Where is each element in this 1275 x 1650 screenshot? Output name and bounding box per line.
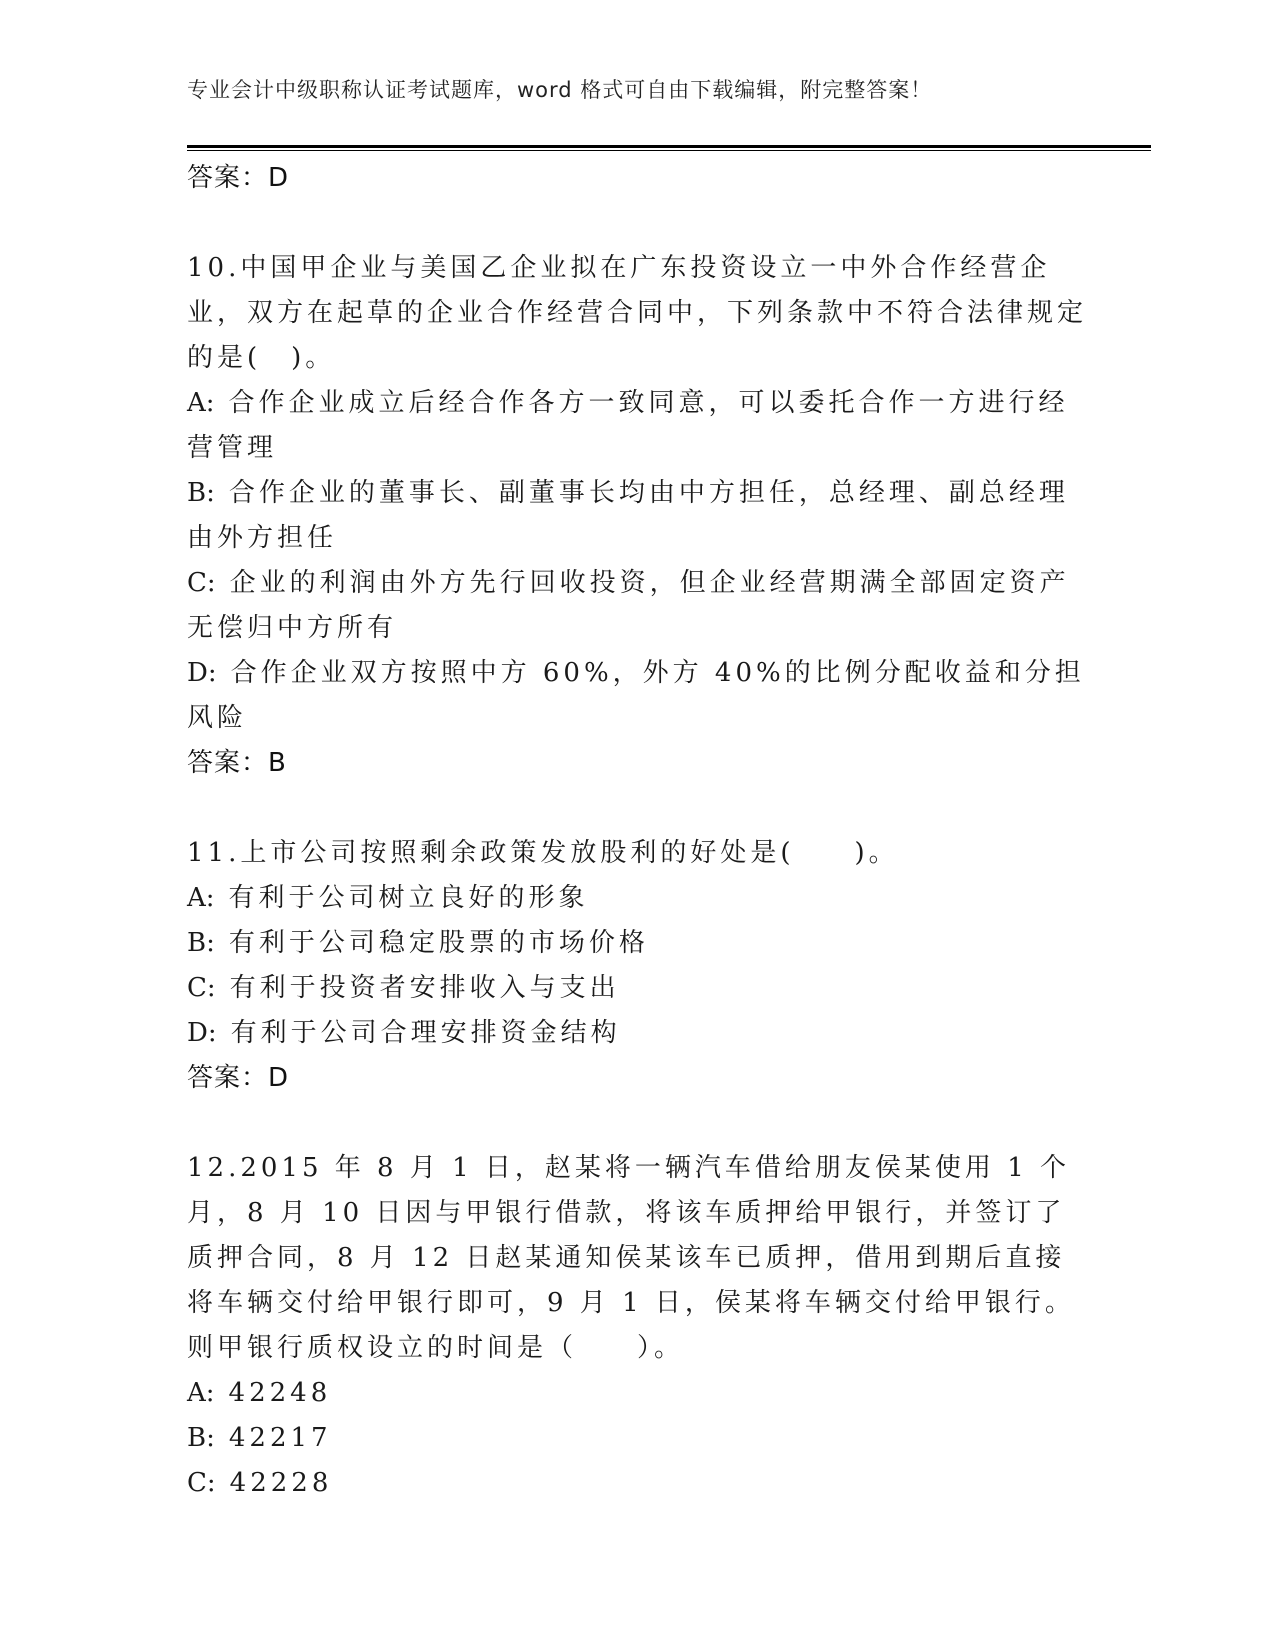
option-label: B:: [187, 478, 215, 508]
option-label: A:: [187, 883, 215, 913]
option-text: 合作企业的董事长、副董事长均由中方担任，总经理、副总经理由外方担任: [187, 478, 1069, 553]
option-text: 42248: [228, 1378, 332, 1408]
option-label: A:: [187, 1378, 215, 1408]
answer-11: 答案：D: [187, 1063, 290, 1093]
option-text: 有利于公司树立良好的形象: [228, 883, 589, 913]
question-12-option-b: [187, 1416, 1087, 1461]
option-label: D:: [187, 1018, 217, 1048]
header-rule-thick: [187, 145, 1151, 148]
option-text: 企业的利润由外方先行回收投资，但企业经营期满全部固定资产无偿归中方所有: [187, 568, 1070, 643]
answer-9: 答案：D: [187, 163, 290, 193]
option-text: 合作企业成立后经合作各方一致同意，可以委托合作一方进行经营管理: [187, 388, 1069, 463]
option-label: C:: [187, 568, 216, 598]
option-label: C:: [187, 973, 216, 1003]
question-12: 12.2015 年 8 月 1 日，赵某将一辆汽车借给朋友侯某使用 1 个月，8 月 10 日因与甲银行借款，将该车质押给甲银行，并签订了质押合同，8 月 12 日赵某通知侯某该车已质押，借用到期后直接将车辆交付给甲银行即可，9 月 1 日，侯某将车辆交付给甲银行。则甲银行质权设立的时间是（ ）。: [187, 1153, 1075, 1363]
page-header: 专业会计中级职称认证考试题库，word 格式可自由下载编辑，附完整答案！: [187, 78, 933, 102]
option-label: B:: [187, 928, 215, 958]
option-label: B:: [187, 1423, 215, 1453]
question-11-option-b: [187, 921, 1087, 966]
question-12-option-c: [187, 1461, 1087, 1506]
option-label: A:: [187, 388, 215, 418]
option-text: 有利于投资者安排收入与支出: [229, 973, 620, 1003]
option-label: D:: [187, 658, 217, 688]
question-10-option-c: [187, 561, 1087, 651]
option-text: 42217: [228, 1423, 332, 1453]
option-text: 有利于公司合理安排资金结构: [230, 1018, 621, 1048]
option-text: 合作企业双方按照中方 60%，外方 40%的比例分配收益和分担风险: [187, 658, 1085, 733]
option-label: C:: [187, 1468, 216, 1498]
option-text: 有利于公司稳定股票的市场价格: [228, 928, 649, 958]
question-11-option-d: [187, 1011, 1087, 1056]
question-10-option-a: [187, 381, 1087, 471]
question-10-option-b: [187, 471, 1087, 561]
question-12-option-a: [187, 1371, 1087, 1416]
header-rule-thin: [187, 150, 1151, 151]
document-body: [187, 156, 1087, 1506]
question-10: 10.中国甲企业与美国乙企业拟在广东投资设立一中外合作经营企业，双方在起草的企业合作经营合同中，下列条款中不符合法律规定的是( )。: [187, 253, 1088, 373]
question-11-option-c: [187, 966, 1087, 1011]
question-10-option-d: [187, 651, 1087, 741]
question-11-option-a: [187, 876, 1087, 921]
question-11: 11.上市公司按照剩余政策发放股利的好处是( )。: [187, 838, 899, 868]
option-text: 42228: [229, 1468, 333, 1498]
answer-10: 答案：B: [187, 748, 287, 778]
